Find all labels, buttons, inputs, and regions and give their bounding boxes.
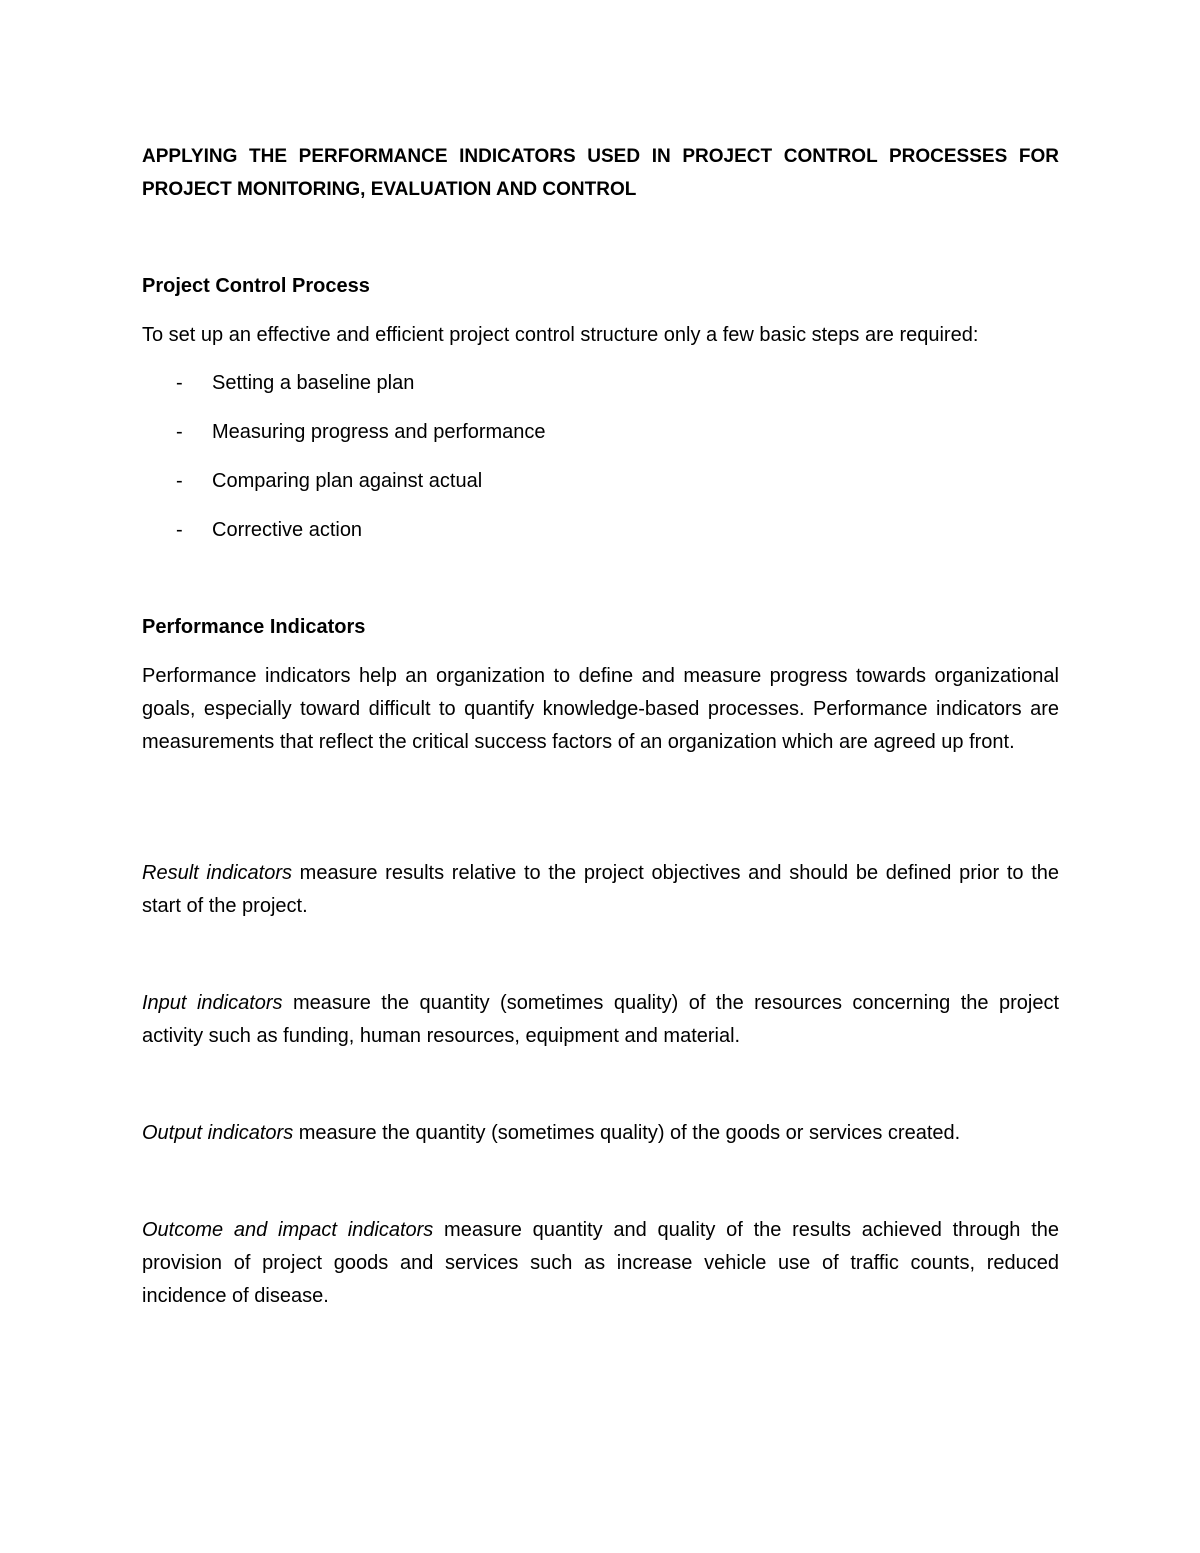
result-indicators-paragraph: [142, 857, 1059, 923]
bullet-dash: -: [176, 519, 183, 541]
section-intro-text: To set up an effective and efficient project control structure only a few basic steps are required:: [142, 324, 979, 346]
performance-indicators-paragraph: Performance indicators help an organization to define and measure progress towards organizational goals, especially toward difficult to quantify knowledge-based processes. Performance indicators are measurements that reflect the critical success factors of an organization which are agreed up front.: [142, 665, 1059, 753]
indicator-description: measure the quantity (sometimes quality) of the resources concerning the project activity such as funding, human resources, equipment and material.: [142, 992, 1060, 1047]
outcome-impact-indicators-paragraph: [142, 1214, 1059, 1313]
list-item: [142, 465, 1059, 514]
document-title: APPLYING THE PERFORMANCE INDICATORS USED IN PROJECT CONTROL PROCESSES FOR PROJECT MONITORING, EVALUATION AND CONTROL: [142, 146, 1059, 200]
indicator-description: measure quantity and quality of the results achieved through the provision of project goods and services such as increase vehicle use of traffic counts, reduced incidence of disease.: [142, 1219, 1059, 1307]
indicator-description: measure the quantity (sometimes quality) of the goods or services created.: [293, 1122, 961, 1144]
section-heading-project-control: Project Control Process: [142, 275, 370, 297]
list-item: [142, 416, 1059, 465]
list-item-text: Measuring progress and performance: [212, 421, 546, 443]
bullet-dash: -: [176, 421, 183, 443]
bullet-dash: -: [176, 470, 183, 492]
indicator-term: Outcome and impact indicators: [142, 1219, 434, 1241]
list-item-text: Corrective action: [212, 519, 363, 541]
list-item: [142, 514, 1059, 563]
indicator-term: Output indicators: [142, 1122, 294, 1144]
indicator-term: Input indicators: [142, 992, 283, 1014]
bullet-dash: -: [176, 372, 183, 394]
list-item-text: Comparing plan against actual: [212, 470, 483, 492]
list-item: [142, 367, 1059, 416]
steps-list: [142, 367, 1059, 563]
output-indicators-paragraph: [142, 1117, 1059, 1150]
list-item-text: Setting a baseline plan: [212, 372, 415, 394]
section-heading-performance-indicators: Performance Indicators: [142, 616, 366, 638]
indicator-description: measure results relative to the project objectives and should be defined prior to the start of the project.: [142, 862, 1059, 917]
indicator-term: Result indicators: [142, 862, 292, 884]
input-indicators-paragraph: [142, 987, 1059, 1053]
